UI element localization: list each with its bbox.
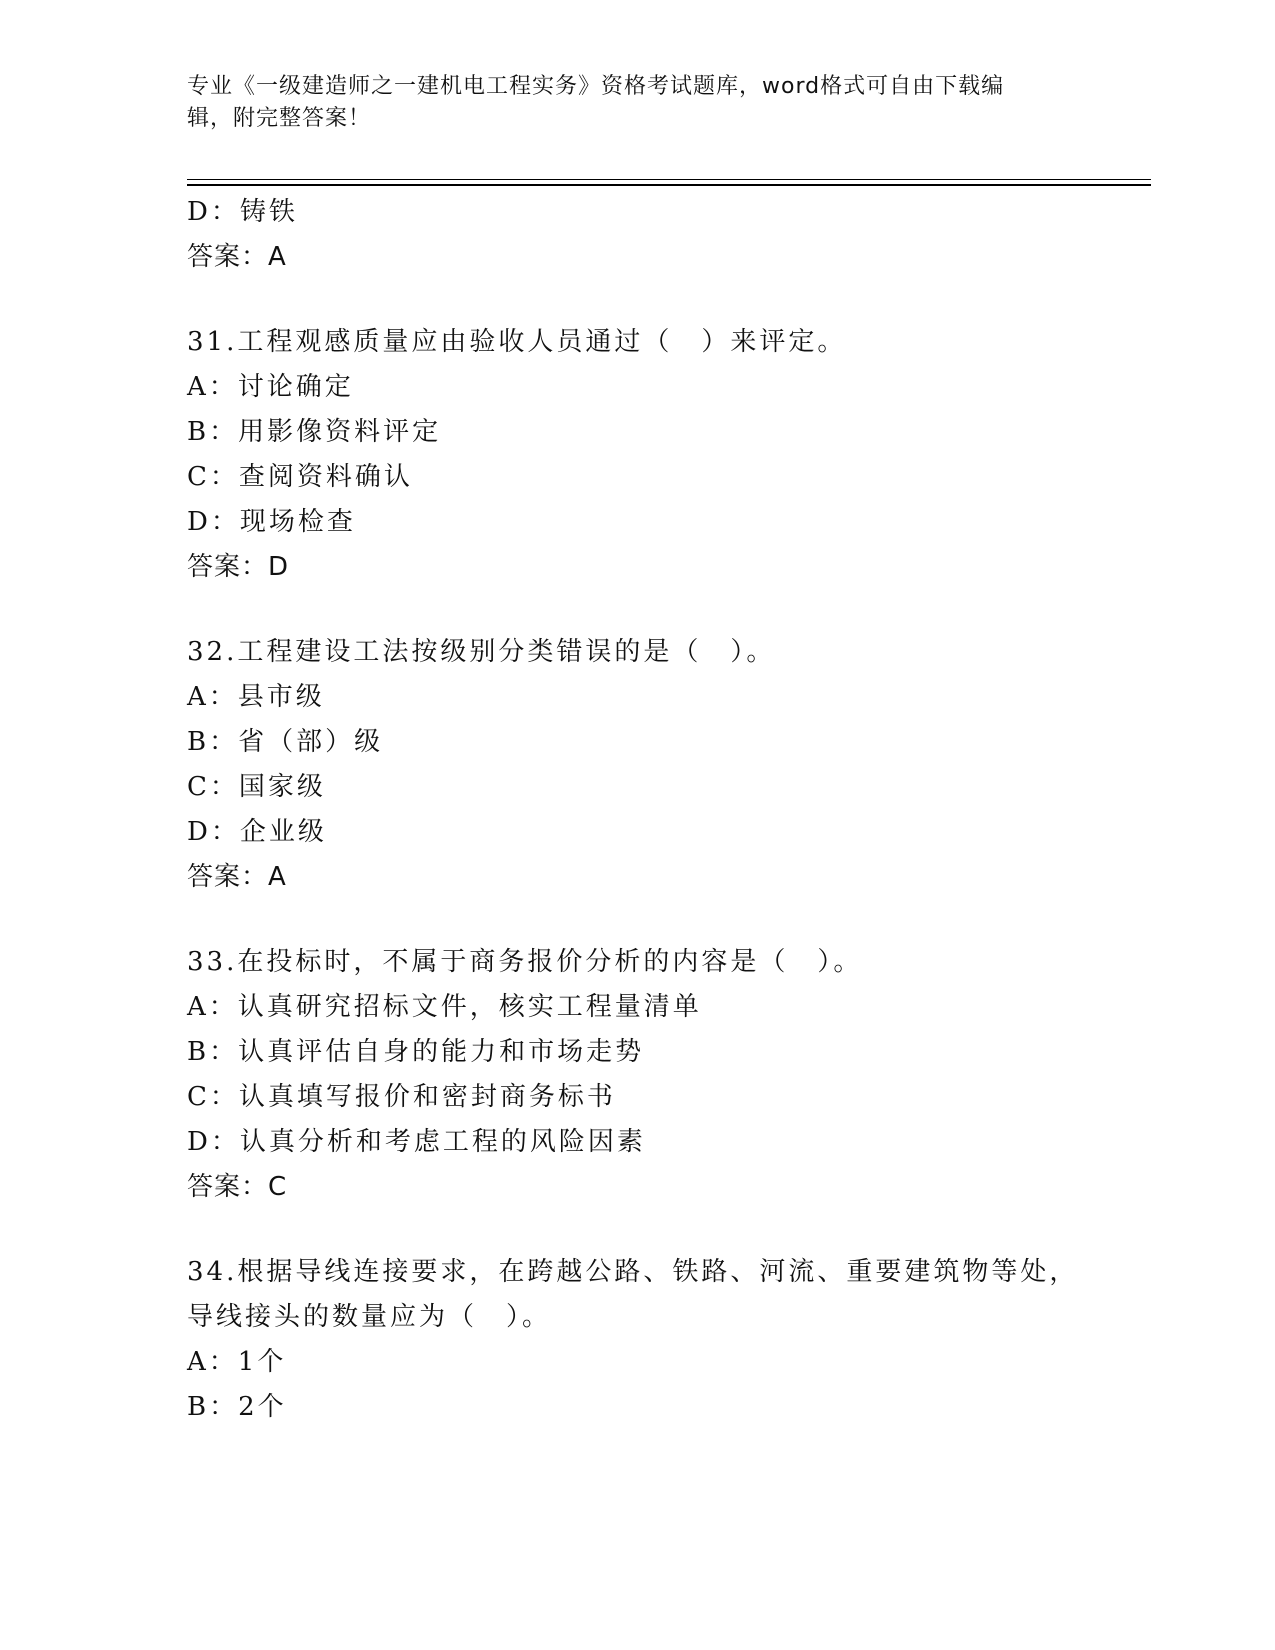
answer-line: 答案：C (187, 1172, 288, 1202)
question-list (187, 190, 1147, 1430)
option-a: A：讨论确定 (187, 372, 354, 402)
option-c: C：国家级 (187, 772, 326, 802)
option-d: D：现场检查 (187, 507, 356, 537)
question-30-tail (187, 190, 1147, 280)
option-b: B：省（部）级 (187, 727, 384, 757)
question-34 (187, 1250, 1147, 1430)
option-a: A：1个 (187, 1347, 287, 1377)
option-b: B：认真评估自身的能力和市场走势 (187, 1037, 645, 1067)
answer-line: 答案：A (187, 242, 287, 272)
option-d: D：认真分析和考虑工程的风险因素 (187, 1127, 646, 1157)
option-c: C：查阅资料确认 (187, 462, 413, 492)
header-line-2: 辑，附完整答案！ (187, 106, 372, 131)
question-stem-line-2: 导线接头的数量应为（ ）。 (187, 1302, 552, 1332)
question-stem: 31.工程观感质量应由验收人员通过（ ）来评定。 (187, 327, 847, 357)
header-divider-thin (187, 179, 1151, 180)
option-a: A：认真研究招标文件，核实工程量清单 (187, 992, 702, 1022)
option-d: D：铸铁 (187, 197, 298, 227)
question-stem: 33.在投标时，不属于商务报价分析的内容是（ ）。 (187, 947, 863, 977)
question-31 (187, 320, 1147, 590)
option-b: B：2个 (187, 1392, 287, 1422)
option-c: C：认真填写报价和密封商务标书 (187, 1082, 616, 1112)
question-stem: 32.工程建设工法按级别分类错误的是（ ）。 (187, 637, 776, 667)
question-stem-line-1: 34.根据导线连接要求，在跨越公路、铁路、河流、重要建筑物等处， (187, 1257, 1079, 1287)
header-divider-thick (187, 184, 1151, 186)
answer-line: 答案：D (187, 552, 290, 582)
question-32 (187, 630, 1147, 900)
document-header (187, 71, 1067, 135)
header-line-1: 专业《一级建造师之一建机电工程实务》资格考试题库，word格式可自由下载编 (187, 74, 1005, 99)
option-d: D：企业级 (187, 817, 327, 847)
option-a: A：县市级 (187, 682, 325, 712)
answer-line: 答案：A (187, 862, 287, 892)
option-b: B：用影像资料评定 (187, 417, 442, 447)
question-33 (187, 940, 1147, 1210)
